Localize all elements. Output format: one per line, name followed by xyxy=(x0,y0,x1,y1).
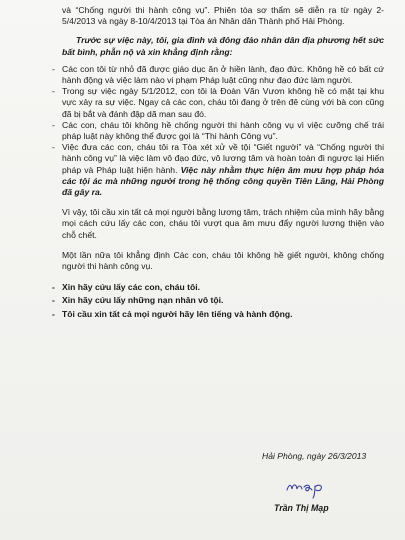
list-item xyxy=(52,142,384,198)
point-4-emphasis: Việc này nhằm thực hiện âm mưu hợp pháp hóa các tội ác mà những người trong hệ thống công quyền Tiên Lãng, Hải Phòng đã gây ra. xyxy=(62,164,384,198)
bullet-mark: - xyxy=(52,308,55,319)
bullet-mark: - xyxy=(52,86,55,97)
bullet-mark: - xyxy=(52,282,55,293)
plea-paragraph: Vì vậy, tôi cầu xin tất cả mọi người bằng lương tâm, trách nhiệm của mình hãy bằng mọi cách cứu lấy các con, cháu tôi vượt qua âm mưu đẩy người lương thiện vào chỗ chết. xyxy=(62,207,384,240)
list-item xyxy=(52,295,384,306)
bullet-mark: - xyxy=(52,63,55,74)
list-item xyxy=(52,63,384,86)
signer-name: Trần Thị Mạp xyxy=(274,503,329,513)
list-item xyxy=(52,282,384,293)
bullet-mark: - xyxy=(52,119,55,130)
letter-body xyxy=(52,5,384,322)
lead-statement: Trước sự việc này, tôi, gia đình và đông đảo nhân dân địa phương hết sức bất bình, phẫn nộ và xin khẳng định rằng: xyxy=(62,35,384,57)
bullet-mark: - xyxy=(52,295,55,306)
dateline: Hải Phòng, ngày 26/3/2013 xyxy=(262,451,367,461)
point-text: Các con tôi từ nhỏ đã được giáo dục ăn ở hiền lành, đạo đức. Không hề có bất cứ hành động và việc làm nào vi phạm Pháp luật cũng như đạo đức làm người. xyxy=(62,63,384,86)
points-list xyxy=(52,63,384,198)
final-point-text: Xin hãy cứu lấy các con, cháu tôi. xyxy=(62,282,201,293)
bullet-mark: - xyxy=(52,142,55,153)
final-points-list xyxy=(52,282,384,320)
point-text: Trong sự việc ngày 5/1/2012, con tôi là Đoàn Văn Vươn không hề có mặt tại khu vực xảy ra sự việc. Ngay cả các con, cháu tôi đang ở trên đê cùng với bà con cũng đã bị bắt và đánh đập dã man sau đó. xyxy=(62,86,384,119)
affirmation-paragraph: Một lần nữa tôi khẳng định Các con, cháu tôi không hề giết người, không chống người thi hành công vụ. xyxy=(62,249,384,272)
handwritten-signature xyxy=(284,475,336,499)
intro-continuation: và “Chống người thi hành công vụ”. Phiên tòa sơ thẩm sẽ diễn ra từ ngày 2-5/4/2013 và ngày 8-10/4/2013 tại Tòa án Nhân dân Thành phố Hải Phòng. xyxy=(62,5,384,27)
list-item xyxy=(52,86,384,120)
final-point-text: Tôi cầu xin tất cả mọi người hãy lên tiếng và hành động. xyxy=(62,308,293,319)
point-text: Các con, cháu tôi không hề chống người thi hành công vụ vì việc cưỡng chế trái pháp luật này không thể được gọi là “Thi hành Công vụ”. xyxy=(62,119,384,142)
list-item xyxy=(52,308,384,320)
point-4-text: Việc đưa các con, cháu tôi ra Tòa xét xử về tội “Giết người” và “Chống người thi hành công vụ” là việc làm vô đạo đức, vô lương tâm và hoàn toàn đi ngược lại Hiến pháp và Pháp luật hiện hành. xyxy=(62,142,384,175)
final-point-text: Xin hãy cứu lấy những nạn nhân vô tội. xyxy=(62,295,224,306)
list-item xyxy=(52,119,384,142)
point-text xyxy=(62,142,384,198)
